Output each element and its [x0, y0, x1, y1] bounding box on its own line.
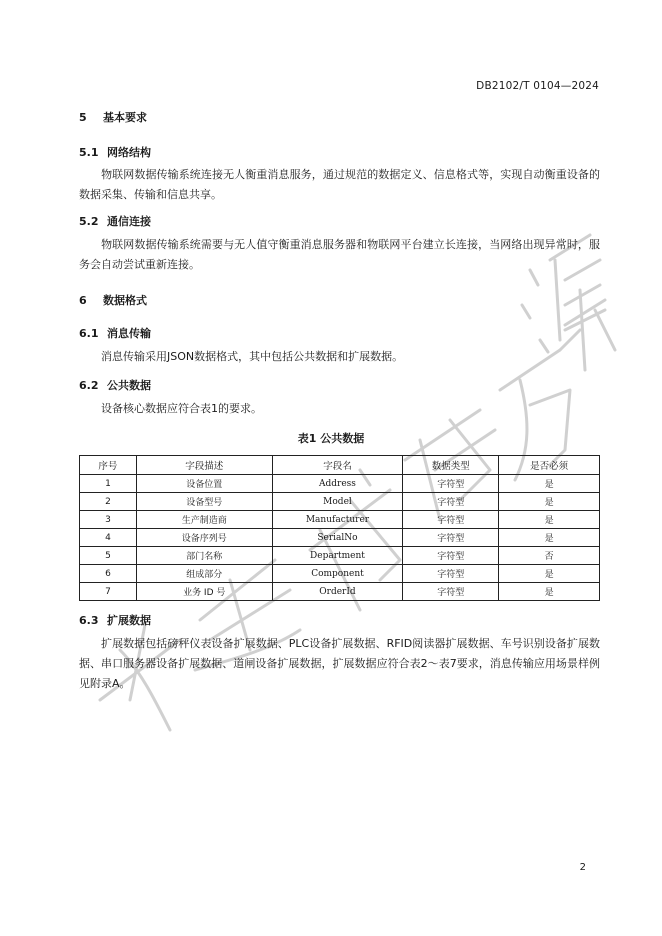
paragraph-text: 设备核心数据应符合表1的要求。: [101, 402, 262, 415]
section-6-3-heading: [79, 612, 151, 628]
section-5-2-paragraph: [79, 235, 600, 275]
table-cell: 是: [499, 583, 600, 601]
table-cell: Component: [272, 565, 403, 583]
table-row: [80, 475, 600, 493]
table-cell: 字符型: [403, 547, 499, 565]
header-cell: 序号: [80, 456, 137, 475]
section-title: 公共数据: [107, 379, 151, 392]
section-5-1-heading: [79, 144, 151, 160]
section-title: 消息传输: [107, 327, 151, 340]
header-cell: 是否必须: [499, 456, 600, 475]
table-row: [80, 565, 600, 583]
section-number: 6: [79, 294, 87, 307]
table-cell: 设备位置: [136, 475, 272, 493]
header-cell: 字段描述: [136, 456, 272, 475]
table-row: [80, 583, 600, 601]
table-cell: 字符型: [403, 583, 499, 601]
table-1-public-data: [79, 455, 600, 601]
table-cell: 4: [80, 529, 137, 547]
section-number: 6.1: [79, 327, 99, 340]
section-title: 网络结构: [107, 146, 151, 159]
table-cell: Department: [272, 547, 403, 565]
section-title: 通信连接: [107, 215, 151, 228]
table-cell: 字符型: [403, 529, 499, 547]
table-1-caption: 表1 公共数据: [297, 432, 365, 445]
table-cell: 是: [499, 529, 600, 547]
table-cell: 设备序列号: [136, 529, 272, 547]
section-number: 5: [79, 111, 87, 124]
paragraph-text: 物联网数据传输系统连接无人衡重消息服务，通过规范的数据定义、信息格式等，实现自动衡重设备的数据采集、传输和信息共享。: [79, 168, 600, 201]
section-5-2-heading: [79, 213, 151, 229]
table-cell: 字符型: [403, 565, 499, 583]
table-cell: 7: [80, 583, 137, 601]
document-code: DB2102/T 0104—2024: [476, 80, 599, 92]
section-title: 数据格式: [103, 294, 147, 307]
section-6-1-heading: [79, 325, 151, 341]
section-6-1-paragraph: [79, 347, 600, 367]
table-row: [80, 511, 600, 529]
section-title: 基本要求: [103, 111, 147, 124]
table-cell: 是: [499, 511, 600, 529]
table-cell: Model: [272, 493, 403, 511]
table-row: [80, 493, 600, 511]
paragraph-text: 扩展数据包括磅秤仪表设备扩展数据、PLC设备扩展数据、RFID阅读器扩展数据、车号识别设备扩展数据、串口服务器设备扩展数据、道闸设备扩展数据，扩展数据应符合表2～表7要求，消息传输应用场景样例见附录A。: [79, 637, 600, 690]
header-cell: 数据类型: [403, 456, 499, 475]
table-cell: OrderId: [272, 583, 403, 601]
section-number: 5.2: [79, 215, 99, 228]
section-6-2-heading: [79, 377, 151, 393]
section-6-3-paragraph: [79, 634, 600, 694]
section-6-heading: [79, 292, 147, 308]
table-cell: 6: [80, 565, 137, 583]
table-cell: 部门名称: [136, 547, 272, 565]
table-cell: 2: [80, 493, 137, 511]
table-cell: 字符型: [403, 475, 499, 493]
section-title: 扩展数据: [107, 614, 151, 627]
page-number: 2: [579, 862, 586, 873]
section-6-2-paragraph: [79, 399, 600, 419]
section-number: 6.2: [79, 379, 99, 392]
table-cell: 否: [499, 547, 600, 565]
table-cell: Manufacturer: [272, 511, 403, 529]
table-cell: 3: [80, 511, 137, 529]
table-cell: 字符型: [403, 493, 499, 511]
table-cell: 设备型号: [136, 493, 272, 511]
table-header-row: [80, 456, 600, 475]
header-cell: 字段名: [272, 456, 403, 475]
section-5-heading: [79, 109, 147, 125]
paragraph-text: 消息传输采用JSON数据格式，其中包括公共数据和扩展数据。: [101, 350, 404, 363]
table-cell: 5: [80, 547, 137, 565]
table-cell: 业务 ID 号: [136, 583, 272, 601]
table-cell: SerialNo: [272, 529, 403, 547]
table-cell: Address: [272, 475, 403, 493]
table-cell: 是: [499, 493, 600, 511]
section-number: 5.1: [79, 146, 99, 159]
section-number: 6.3: [79, 614, 99, 627]
table-cell: 1: [80, 475, 137, 493]
table-cell: 组成部分: [136, 565, 272, 583]
table-cell: 生产制造商: [136, 511, 272, 529]
table-row: [80, 547, 600, 565]
table-row: [80, 529, 600, 547]
section-5-1-paragraph: [79, 165, 600, 205]
table-cell: 字符型: [403, 511, 499, 529]
paragraph-text: 物联网数据传输系统需要与无人值守衡重消息服务器和物联网平台建立长连接，当网络出现异常时，服务会自动尝试重新连接。: [79, 238, 600, 271]
table-cell: 是: [499, 475, 600, 493]
table-cell: 是: [499, 565, 600, 583]
